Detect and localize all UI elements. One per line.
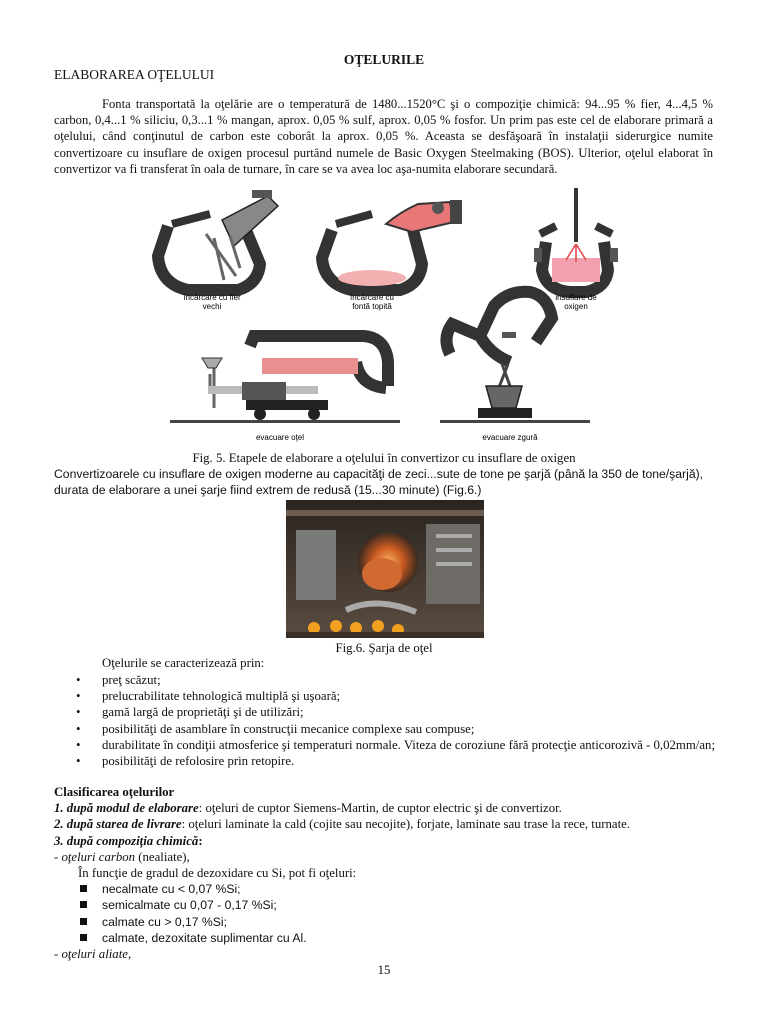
intro-paragraph: Fonta transportată la oţelărie are o temperatură de 1480...1520°C şi o compoziţie chimică: 94...95 % fier, 4...4,5 % carbon, 0,4...1 % siliciu, 0,3...1 % mangan, aprox. 0,05 % sulf, aprox. 0,05 % fosfor. Un prim pas este cel de elaborare primară a oţelului, când conţinutul de carbon este coborât la aprox. 0,05 %. Aceasta se desfăşoară în instalaţii siderurgice numite convertizoare cu insuflare de oxigen procesul purtând numele de Basic Oxygen Steelmaking (BOS). Ulterior, oţelul elaborat în convertizor va fi transferat în oala de turnare, în care se va avea loc aşa-numita elaborare secundară. — [54, 97, 713, 176]
list-item: • posibilităţi de asamblare în construcţii mecanice complexe sau compuse; — [54, 721, 724, 737]
classification-label-1: 1. după modul de elaborare — [54, 801, 199, 816]
label-step5: evacuare zgură — [482, 433, 538, 442]
carbon-steel-label: oţeluri carbon — [61, 849, 136, 864]
converter-stage-slag-tapping — [440, 292, 590, 423]
list-item — [54, 930, 754, 946]
deox-item-text: calmate cu > 0,17 %Si; — [102, 914, 227, 929]
classification-text-2: : oţeluri laminate la cald (cojite sau necojite), forjate, laminate sau trase la rece, turnate. — [181, 817, 631, 832]
alloy-steel-line — [54, 946, 754, 962]
classification-item-1 — [54, 800, 754, 816]
classification-item-2 — [54, 816, 754, 832]
alloy-steel-label: oţeluri aliate — [61, 947, 128, 962]
classification-label-3: 3. după compoziţia chimică — [54, 833, 199, 848]
label-step1-line1: încărcare cu fier — [183, 293, 241, 302]
list-item: • prelucrabilitate tehnologică multiplă şi uşoară; — [54, 688, 724, 704]
figure-5-diagram — [150, 186, 630, 456]
classification-section — [54, 784, 754, 962]
capacity-paragraph: Convertizoarele cu insuflare de oxigen moderne au capacităţi de zeci...sute de tone pe şarjă (până la 350 de tone/şarjă), durata de elaborare a unei şarje fiind extrem de redusă (15...30 minute) (Fig.6.) — [54, 467, 704, 497]
figure-5-caption: Fig. 5. Etapele de elaborare a oţelului în convertizor cu insuflare de oxigen — [192, 451, 576, 465]
properties-list — [54, 672, 724, 769]
converter-stage-oxygen — [534, 188, 618, 292]
deoxidation-intro: În funcţie de gradul de dezoxidare cu Si, pot fi oţeluri: — [78, 866, 357, 881]
carbon-steel-line — [54, 849, 754, 865]
section-subtitle: ELABORAREA OŢELULUI — [54, 67, 215, 82]
classification-heading: Clasificarea oţelurilor — [54, 785, 175, 799]
properties-intro: Oţelurile se caracterizează prin: — [102, 656, 265, 670]
figure-6-caption: Fig.6. Şarja de oţel — [335, 641, 433, 655]
list-item: • gamă largă de proprietăţi şi de utilizări; — [54, 704, 724, 720]
deox-item-text: necalmate cu < 0,07 %Si; — [102, 882, 241, 897]
list-item — [54, 881, 754, 897]
classification-colon-3: : — [198, 833, 203, 848]
list-item — [54, 914, 754, 930]
converter-stage-scrap — [158, 190, 278, 290]
carbon-steel-suffix: (nealiate), — [135, 849, 190, 864]
carbon-prefix: - — [54, 849, 62, 864]
figure-6-photo — [286, 500, 484, 638]
list-item — [54, 897, 754, 913]
page-number: 15 — [377, 963, 391, 977]
alloy-prefix: - — [54, 947, 62, 962]
label-step4: evacuare oţel — [255, 433, 305, 442]
list-item: • durabilitate în condiţii atmosferice şi temperaturi normale. Viteza de coroziune fără protecţie anticorozivă - 0,02mm/an; — [54, 737, 724, 753]
converter-stage-steel-tapping — [170, 336, 400, 423]
label-step2-line2: fontă topită — [352, 302, 392, 311]
label-step1-line2: vechi — [202, 302, 222, 311]
classification-item-3 — [54, 833, 754, 849]
deoxidation-list — [54, 881, 754, 946]
classification-label-2: 2. după starea de livrare — [54, 817, 182, 832]
page-title: OŢELURILE — [343, 52, 425, 67]
list-item: • preţ scăzut; — [54, 672, 724, 688]
label-step3-line1: insuflare de — [555, 293, 597, 302]
classification-text-1: : oţeluri de cuptor Siemens-Martin, de cuptor electric şi de convertizor. — [198, 801, 562, 816]
label-step2-line1: încărcare cu — [349, 293, 395, 302]
alloy-steel-suffix: , — [127, 947, 132, 962]
deox-item-text: semicalmate cu 0,07 - 0,17 %Si; — [102, 898, 277, 913]
list-item: • posibilităţi de refolosire prin retopire. — [54, 753, 724, 769]
converter-stage-hot-metal — [322, 200, 462, 290]
deox-item-text: calmate, dezoxitate suplimentar cu Al. — [102, 930, 307, 945]
label-step3-line2: oxigen — [564, 302, 588, 311]
